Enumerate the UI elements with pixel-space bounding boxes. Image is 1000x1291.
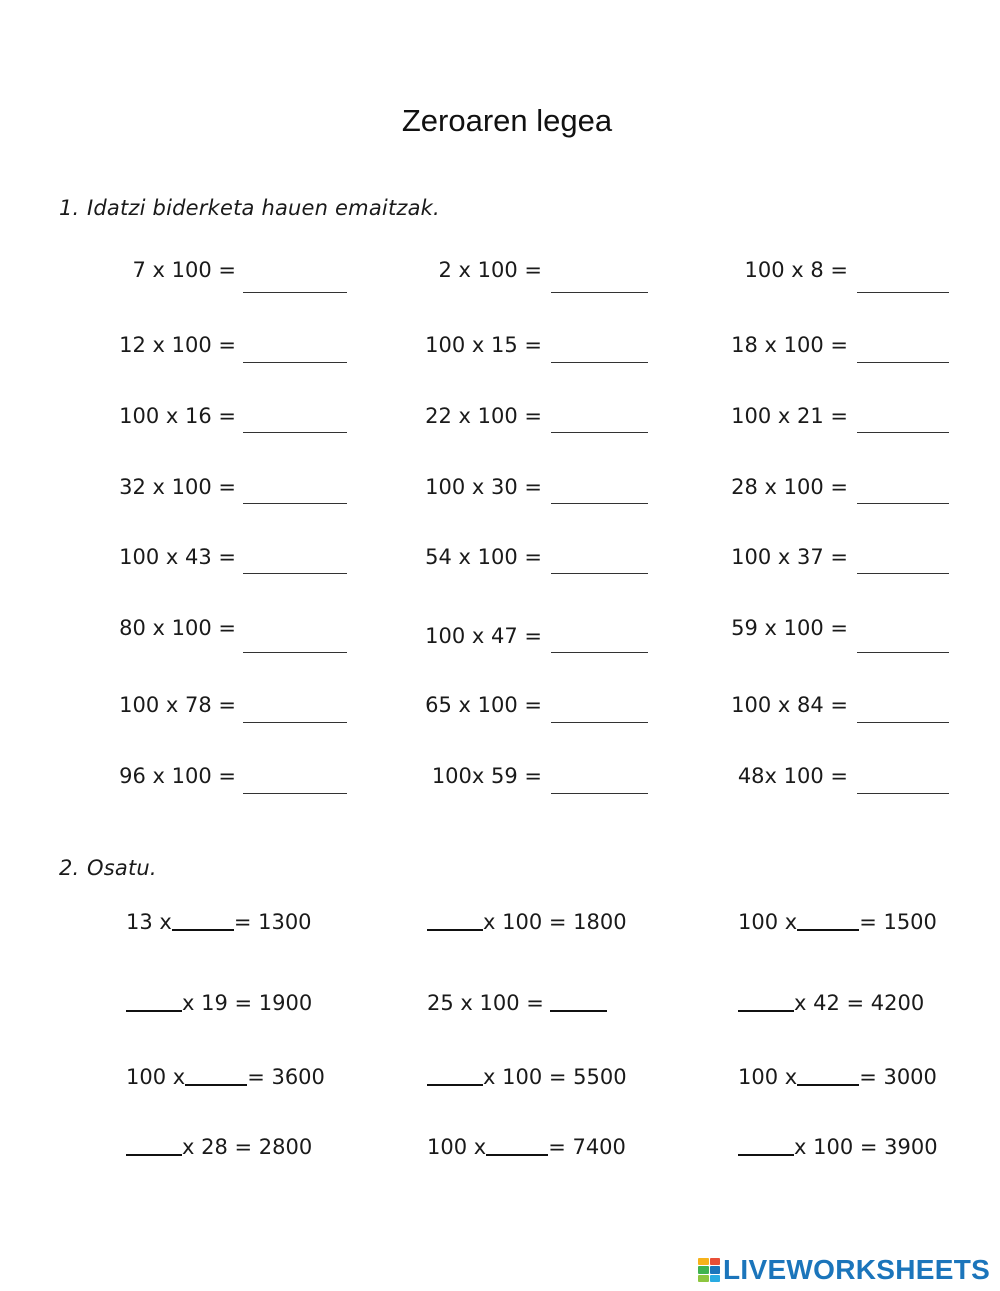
section-1-problem-text: 80 x 100 = (119, 616, 236, 640)
section-1-problem-text: 65 x 100 = (425, 693, 542, 717)
problem-text-after: = 7400 (548, 1135, 626, 1159)
answer-blank[interactable] (243, 362, 347, 363)
problem-text-after: x 100 = 1800 (483, 910, 627, 934)
section-1-heading (59, 196, 440, 220)
section-1-problem-text: 2 x 100 = (438, 258, 542, 282)
liveworksheets-logo-icon (698, 1258, 720, 1282)
section-1-problem-text: 100 x 8 = (744, 258, 848, 282)
section-2-problem (427, 910, 627, 934)
answer-blank[interactable] (185, 1083, 247, 1086)
problem-text-before: 100 x (738, 910, 798, 934)
answer-blank[interactable] (738, 1009, 794, 1012)
answer-blank[interactable] (551, 722, 648, 723)
section-1-number: 1. (59, 196, 80, 220)
section-2-problem (126, 991, 312, 1015)
section-1-problem-text: 7 x 100 = (132, 258, 236, 282)
problem-text-after: = 3000 (859, 1065, 937, 1089)
answer-blank[interactable] (243, 722, 347, 723)
answer-blank[interactable] (738, 1153, 794, 1156)
section-2-problem (738, 1065, 937, 1089)
section-1-problem-text: 59 x 100 = (731, 616, 848, 640)
problem-text-after: x 42 = 4200 (794, 991, 925, 1015)
problem-text-after: = 1500 (859, 910, 937, 934)
section-1-problem-text: 96 x 100 = (119, 764, 236, 788)
problem-text-before: 100 x (427, 1135, 487, 1159)
answer-blank[interactable] (797, 928, 859, 931)
problem-text-after: x 100 = 3900 (794, 1135, 938, 1159)
answer-blank[interactable] (243, 432, 347, 433)
section-1-problem-text: 32 x 100 = (119, 475, 236, 499)
section-1-problem-text: 18 x 100 = (731, 333, 848, 357)
problem-text-after: x 19 = 1900 (182, 991, 313, 1015)
problem-text-before: 100 x (126, 1065, 186, 1089)
answer-blank[interactable] (857, 362, 949, 363)
answer-blank[interactable] (172, 928, 234, 931)
section-2-number: 2. (59, 856, 80, 880)
section-1-problem-text: 100 x 43 = (119, 545, 236, 569)
section-1-problem-text: 100 x 78 = (119, 693, 236, 717)
answer-blank[interactable] (857, 573, 949, 574)
answer-blank[interactable] (857, 292, 949, 293)
section-1-problem-text: 54 x 100 = (425, 545, 542, 569)
problem-text-after: = 3600 (247, 1065, 325, 1089)
section-1-problem-text: 100 x 37 = (731, 545, 848, 569)
section-1-problem-text: 48x 100 = (737, 764, 848, 788)
section-1-problem-text: 100 x 15 = (425, 333, 542, 357)
answer-blank[interactable] (551, 432, 648, 433)
answer-blank[interactable] (243, 793, 347, 794)
answer-blank[interactable] (243, 652, 347, 653)
problem-text-after: x 28 = 2800 (182, 1135, 313, 1159)
section-2-problem (126, 1135, 312, 1159)
answer-blank[interactable] (857, 652, 949, 653)
liveworksheets-logo-text: LIVEWORKSHEETS (723, 1254, 991, 1285)
section-2-problem (738, 1135, 938, 1159)
problem-text-before: 13 x (126, 910, 172, 934)
answer-blank[interactable] (550, 1009, 607, 1012)
section-1-instruction: Idatzi biderketa hauen emaitzak. (87, 196, 440, 220)
problem-text-after: x 100 = 5500 (483, 1065, 627, 1089)
section-2-problem (427, 1135, 626, 1159)
answer-blank[interactable] (427, 928, 483, 931)
section-2-problem (126, 910, 312, 934)
problem-text-before: 100 x (738, 1065, 798, 1089)
section-1-problem-text: 100 x 30 = (425, 475, 542, 499)
section-2-problem (427, 991, 607, 1015)
answer-blank[interactable] (427, 1083, 483, 1086)
answer-blank[interactable] (857, 722, 949, 723)
section-1-problem-text: 100 x 84 = (731, 693, 848, 717)
section-2-instruction: Osatu. (87, 856, 157, 880)
answer-blank[interactable] (551, 362, 648, 363)
answer-blank[interactable] (551, 503, 648, 504)
section-1-problem-text: 28 x 100 = (731, 475, 848, 499)
section-1-problem-text: 100 x 21 = (731, 404, 848, 428)
section-2-heading (59, 856, 157, 880)
liveworksheets-logo (698, 1255, 990, 1285)
answer-blank[interactable] (551, 292, 648, 293)
page-title: Zeroaren legea (401, 103, 613, 138)
section-1-problem-text: 100x 59 = (431, 764, 542, 788)
problem-text-after: = 1300 (233, 910, 312, 934)
section-2-problem (427, 1065, 627, 1089)
answer-blank[interactable] (126, 1009, 182, 1012)
answer-blank[interactable] (551, 793, 648, 794)
answer-blank[interactable] (857, 503, 949, 504)
answer-blank[interactable] (243, 503, 347, 504)
answer-blank[interactable] (243, 573, 347, 574)
section-2-problem (126, 1065, 325, 1089)
problem-text-before: 25 x 100 = (427, 991, 544, 1015)
answer-blank[interactable] (551, 652, 648, 653)
section-1-problem-text: 100 x 47 = (425, 624, 542, 648)
section-2-problem (738, 991, 924, 1015)
section-1-problem-text: 100 x 16 = (119, 404, 236, 428)
answer-blank[interactable] (243, 292, 347, 293)
answer-blank[interactable] (486, 1153, 548, 1156)
answer-blank[interactable] (126, 1153, 182, 1156)
answer-blank[interactable] (857, 793, 949, 794)
answer-blank[interactable] (857, 432, 949, 433)
section-2-problem (738, 910, 937, 934)
section-1-problem-text: 12 x 100 = (119, 333, 236, 357)
answer-blank[interactable] (551, 573, 648, 574)
answer-blank[interactable] (797, 1083, 859, 1086)
section-1-problem-text: 22 x 100 = (425, 404, 542, 428)
